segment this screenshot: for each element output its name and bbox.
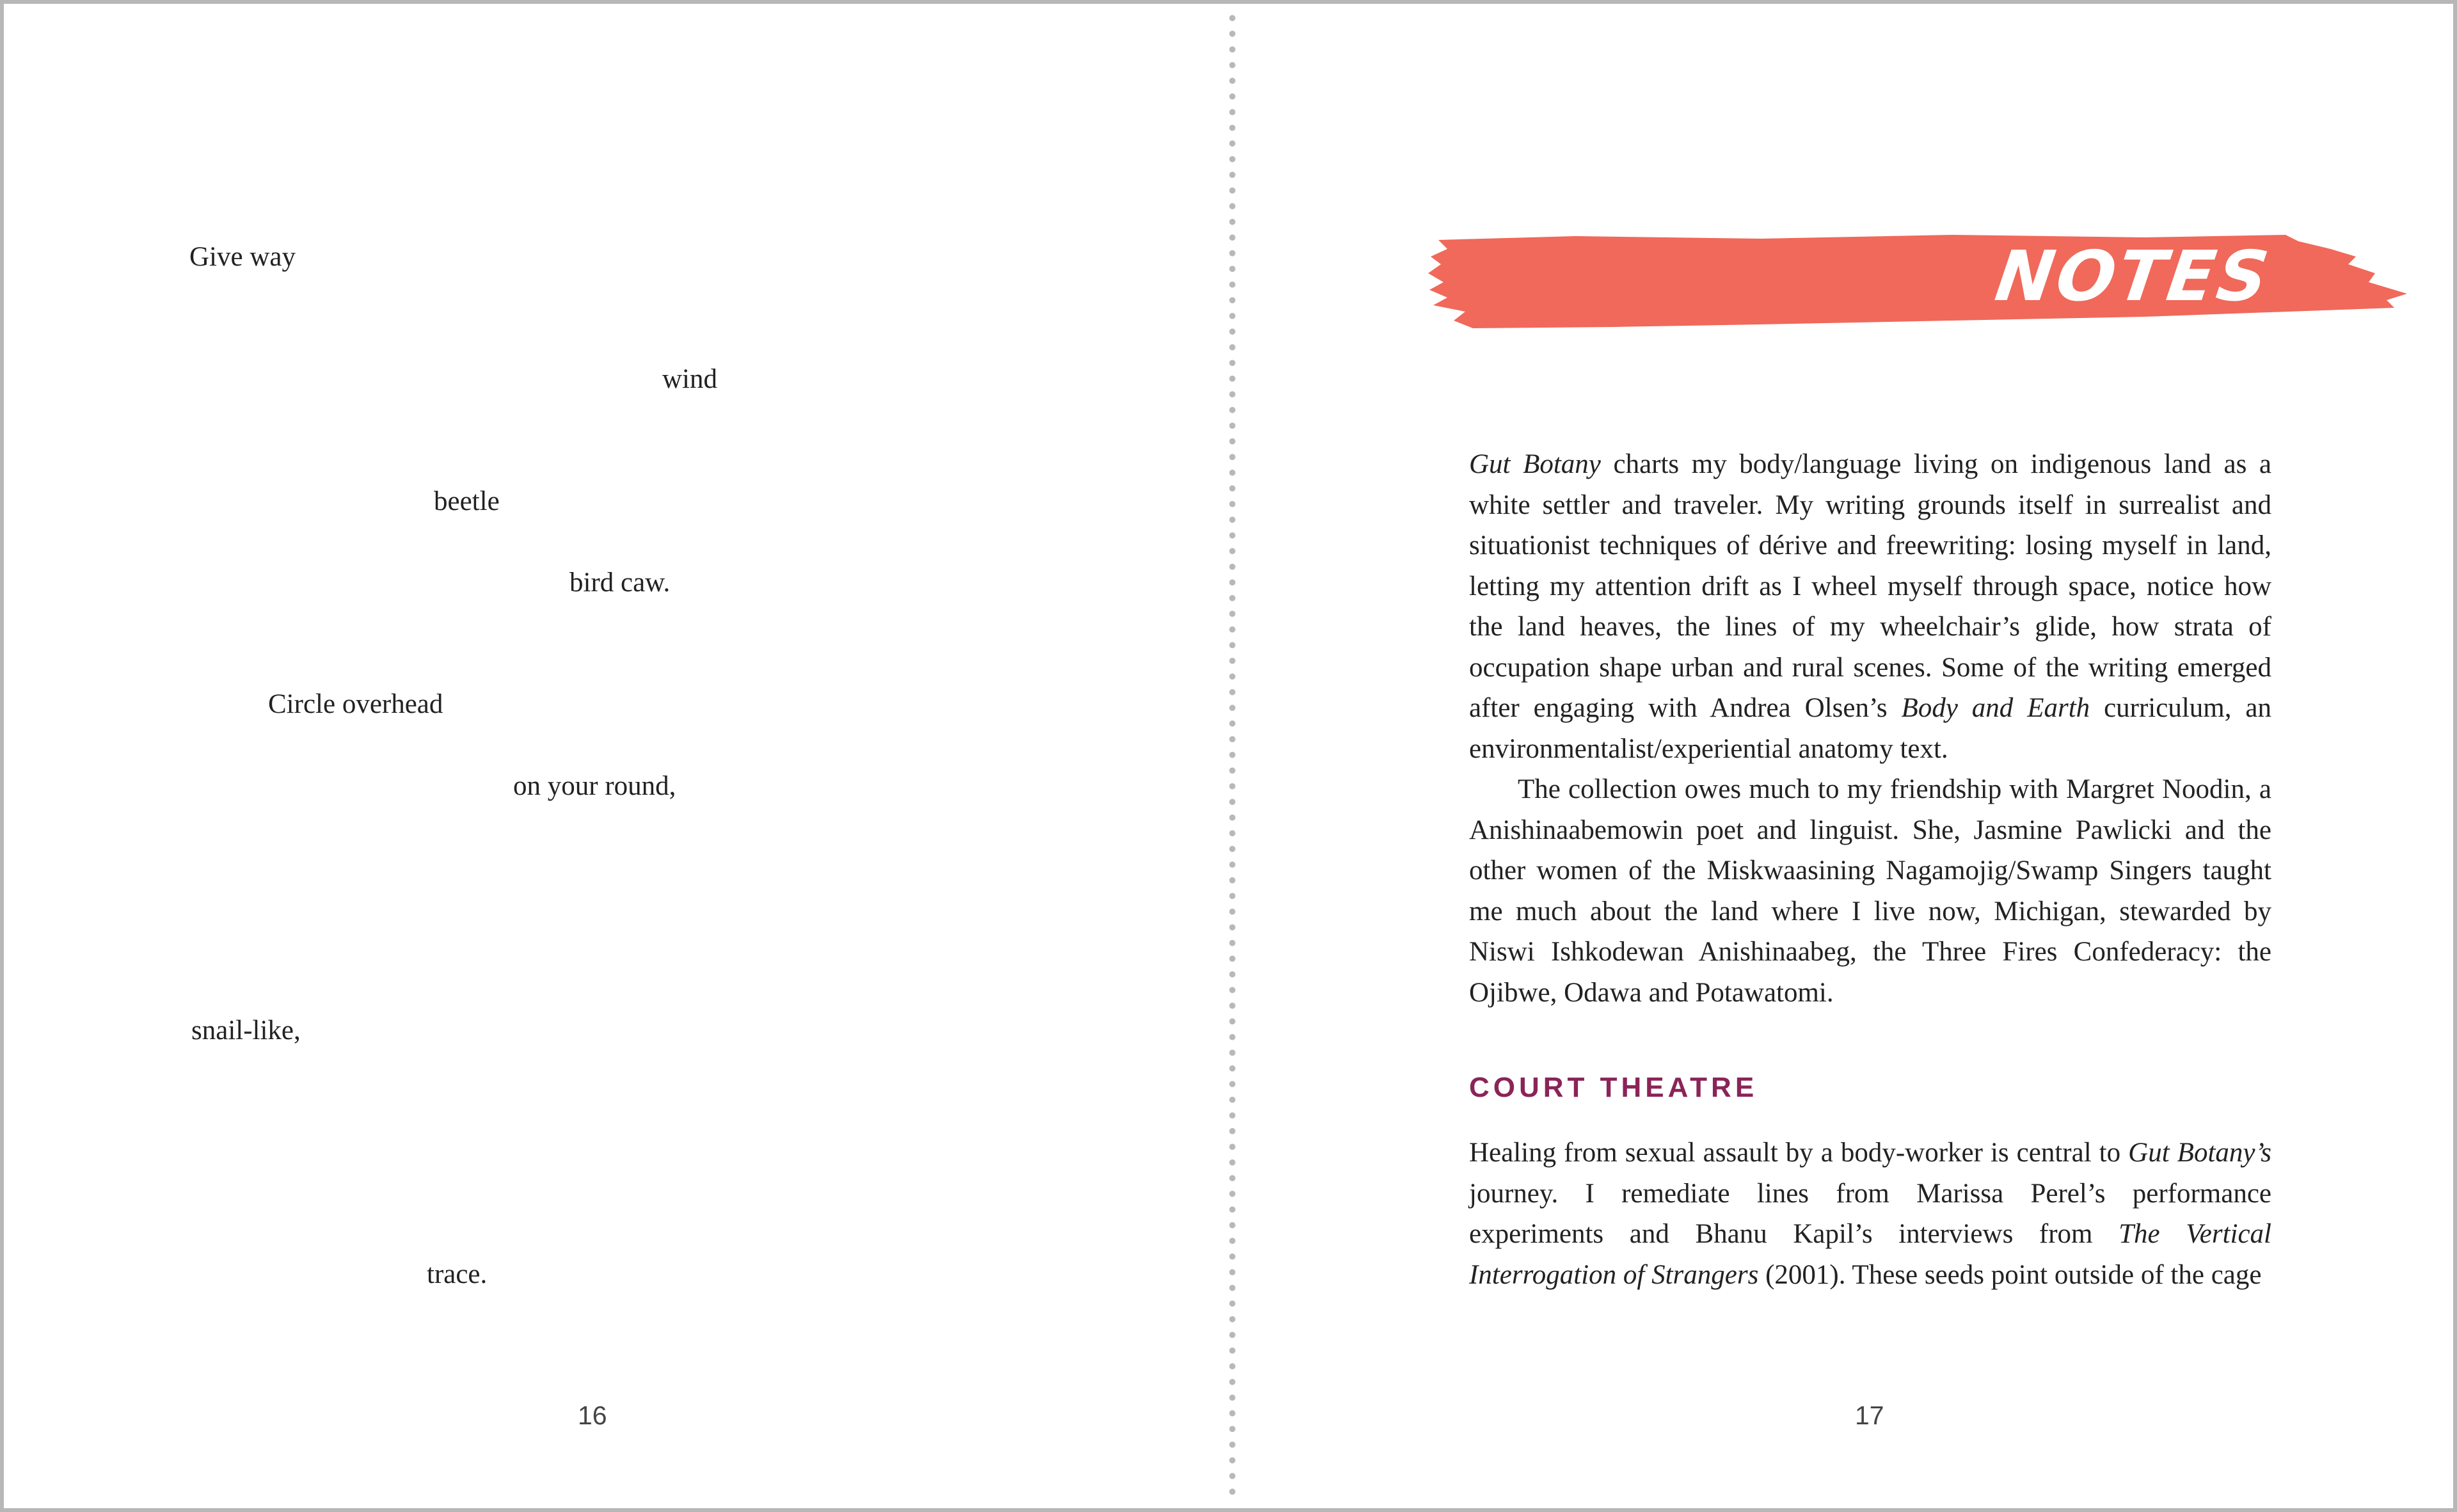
text-run: (2001). These seeds point outside of the cage: [1758, 1259, 2262, 1290]
text-run: Healing from sexual assault by a body-worker is central to: [1469, 1138, 2129, 1168]
poem-line: trace.: [427, 1259, 488, 1289]
poem-line: Circle overhead: [268, 689, 443, 719]
reference-title: Body and Earth: [1901, 693, 2090, 723]
book-title: Gut Botany’s: [2128, 1138, 2271, 1168]
section-paragraph: [1469, 1133, 2271, 1295]
poem-line: Give way: [189, 242, 296, 272]
poem-line: beetle: [434, 486, 500, 516]
notes-paragraph: The collection owes much to my friendship with Margret Noodin, a Anishinaabemowin poet and linguist. She, Jasmine Pawlicki and the other women of the Miskwaasining Nagamojig/Swamp Singers taught me much about the land where I live now, Michigan, stewarded by Niswi Ishkodewan Anishinaabeg, the Three Fires Confederacy: the Ojibwe, Odawa and Potawatomi.: [1469, 774, 2271, 1008]
section-heading: COURT THEATRE: [1469, 1072, 1758, 1103]
notes-body: [1469, 444, 2271, 1013]
notes-banner: [1428, 231, 2413, 333]
page-number: 17: [1855, 1401, 1884, 1430]
poem-line: on your round,: [513, 771, 676, 801]
notes-paragraph: [1469, 444, 2271, 769]
reference-title: The Vertical Interrogation of Strangers: [1469, 1219, 2272, 1290]
left-page: [4, 4, 1231, 1508]
poem-line: snail-like,: [191, 1015, 301, 1046]
text-run: charts my body/language living on indigenous land as a white settler and traveler. My writing grounds itself in surrealist and situationist techniques of dérive and freewriting: losing myself in land, letting my attention drift as I wheel myself through space, notice how the land heaves, the lines of my wheelchair’s glide, how strata of occupation shape urban and rural scenes. Some of the writing emerged after engaging with Andrea Olsen’s: [1469, 449, 2271, 723]
poem-line: bird caw.: [569, 568, 671, 598]
notes-title: NOTES: [1990, 237, 2275, 317]
page-number: 16: [578, 1401, 607, 1430]
book-title: Gut Botany: [1469, 449, 1601, 479]
section-body: [1469, 1133, 2271, 1295]
poem-line: wind: [662, 364, 717, 394]
text-run: journey. I remediate lines from Marissa Perel’s performance experiments and Bhanu Kapil’s interviews from: [1469, 1178, 2271, 1249]
text-run: curriculum, an environmentalist/experiential anatomy text.: [1469, 693, 2271, 764]
